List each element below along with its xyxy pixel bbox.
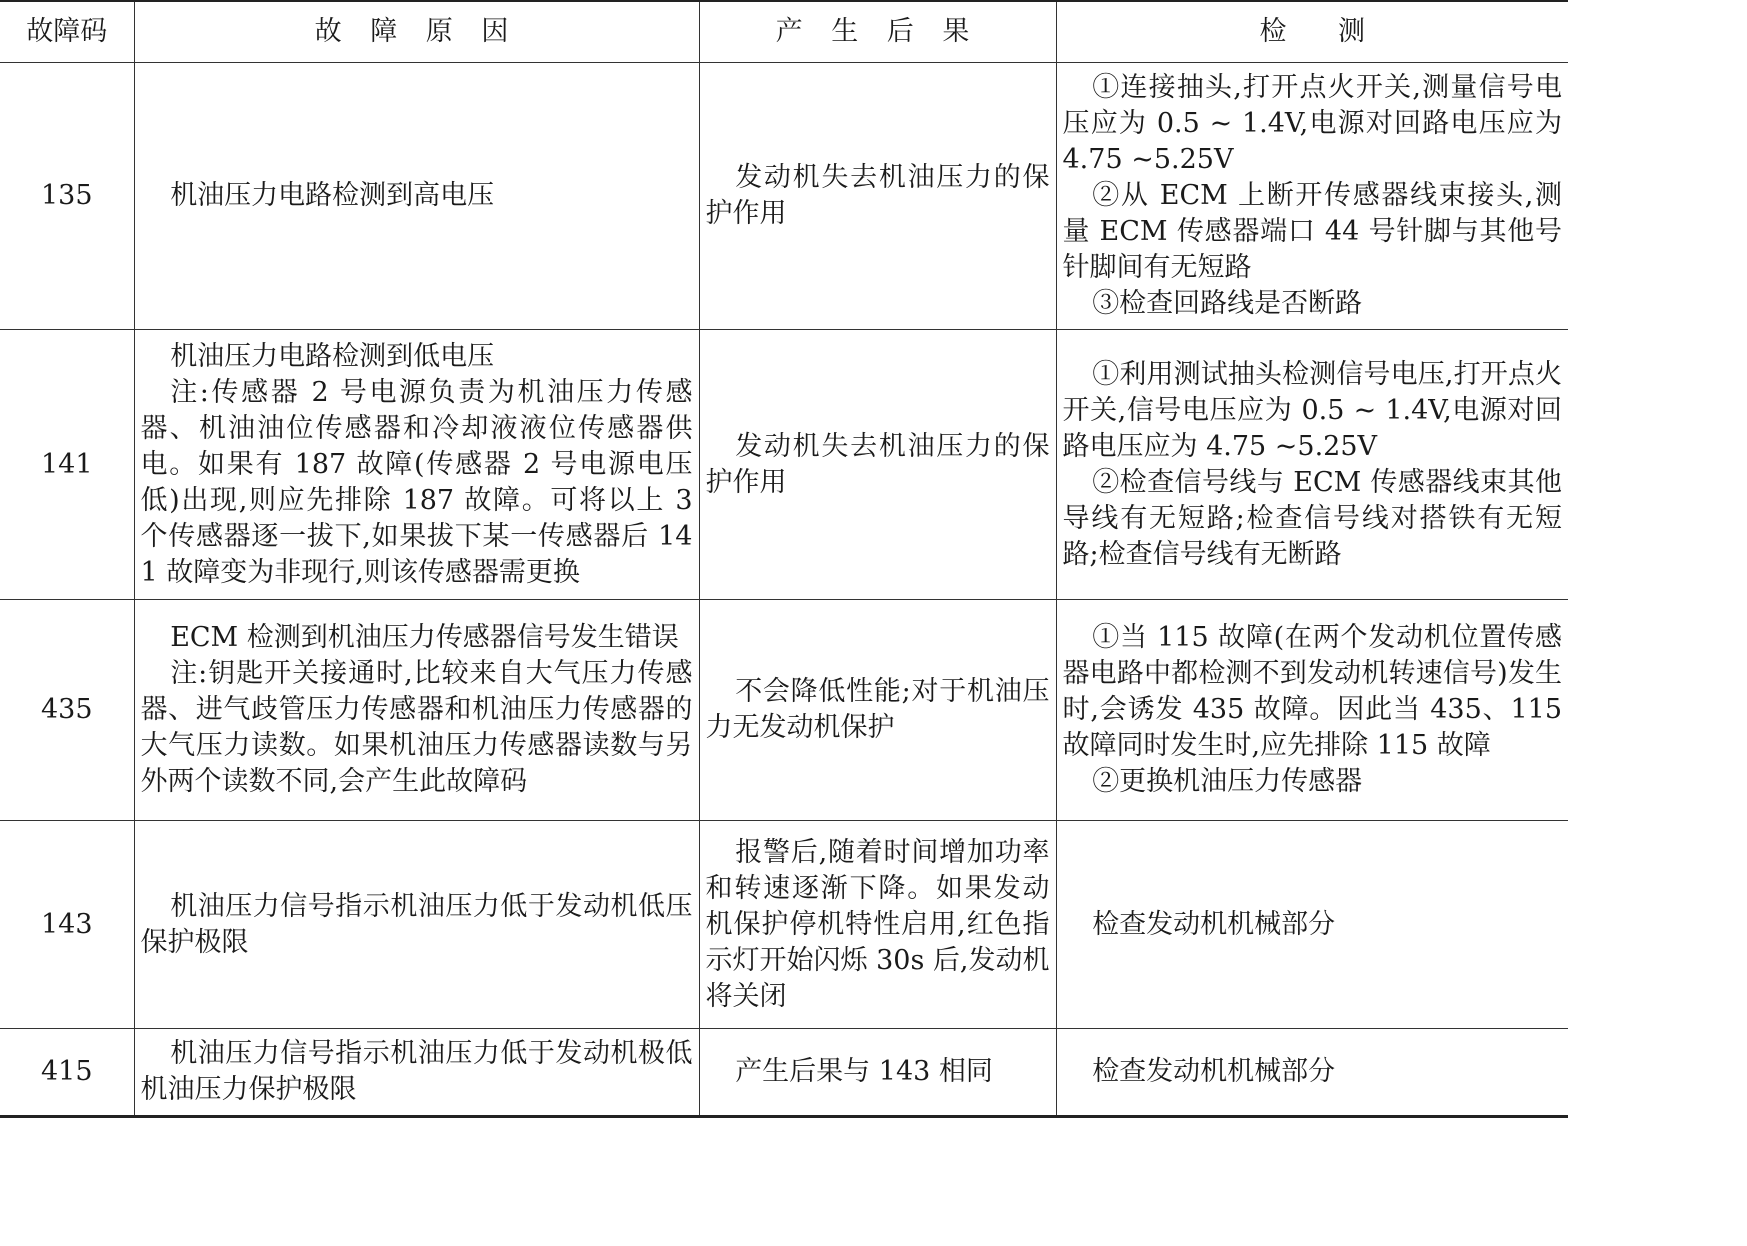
consequence: 发动机失去机油压力的保护作用 [699, 330, 1056, 600]
fault-code: 143 [0, 821, 134, 1029]
header-fault-cause: 故 障 原 因 [134, 1, 699, 63]
header-row [0, 1, 1568, 63]
consequence: 报警后,随着时间增加功率和转速逐渐下降。如果发动机保护停机特性启用,红色指示灯开始闪烁 30s 后,发动机将关闭 [699, 821, 1056, 1029]
fault-cause: 机油压力信号指示机油压力低于发动机低压保护极限 [134, 821, 699, 1029]
table-row [0, 330, 1568, 600]
consequence: 发动机失去机油压力的保护作用 [699, 63, 1056, 330]
fault-code: 135 [0, 63, 134, 330]
fault-cause: 机油压力电路检测到低电压 注:传感器 2 号电源负责为机油压力传感器、机油油位传感器和冷却液液位传感器供电。如果有 187 故障(传感器 2 号电源电压低)出现,则应先排除 187 故障。可将以上 3 个传感器逐一拔下,如果拔下某一传感器后 141 故障变为非现行,则该传感器需更换 [134, 330, 699, 600]
header-detection: 检 测 [1056, 1, 1568, 63]
detection: ①利用测试抽头检测信号电压,打开点火开关,信号电压应为 0.5 ~ 1.4V,电源对回路电压应为 4.75 ~5.25V ②检查信号线与 ECM 传感器线束其他导线有无短路;检查信号线对搭铁有无短路;检查信号线有无断路 [1056, 330, 1568, 600]
detection: 检查发动机机械部分 [1056, 821, 1568, 1029]
table-row [0, 1029, 1568, 1117]
fault-code: 415 [0, 1029, 134, 1117]
fault-cause: 机油压力信号指示机油压力低于发动机极低机油压力保护极限 [134, 1029, 699, 1117]
detection: ①当 115 故障(在两个发动机位置传感器电路中都检测不到发动机转速信号)发生时,会诱发 435 故障。因此当 435、115 故障同时发生时,应先排除 115 故障 ②更换机油压力传感器 [1056, 600, 1568, 821]
consequence: 产生后果与 143 相同 [699, 1029, 1056, 1117]
fault-cause: 机油压力电路检测到高电压 [134, 63, 699, 330]
fault-cause: ECM 检测到机油压力传感器信号发生错误 注:钥匙开关接通时,比较来自大气压力传感器、进气歧管压力传感器和机油压力传感器的大气压力读数。如果机油压力传感器读数与另外两个读数不同,会产生此故障码 [134, 600, 699, 821]
detection: ①连接抽头,打开点火开关,测量信号电压应为 0.5 ~ 1.4V,电源对回路电压应为 4.75 ~5.25V ②从 ECM 上断开传感器线束接头,测量 ECM 传感器端口 44 号针脚与其他号针脚间有无短路 ③检查回路线是否断路 [1056, 63, 1568, 330]
table-row [0, 63, 1568, 330]
detection: 检查发动机机械部分 [1056, 1029, 1568, 1117]
consequence: 不会降低性能;对于机油压力无发动机保护 [699, 600, 1056, 821]
table-row [0, 600, 1568, 821]
header-consequence: 产 生 后 果 [699, 1, 1056, 63]
fault-code: 141 [0, 330, 134, 600]
header-fault-code: 故障码 [0, 1, 134, 63]
fault-code: 435 [0, 600, 134, 821]
table-row [0, 821, 1568, 1029]
